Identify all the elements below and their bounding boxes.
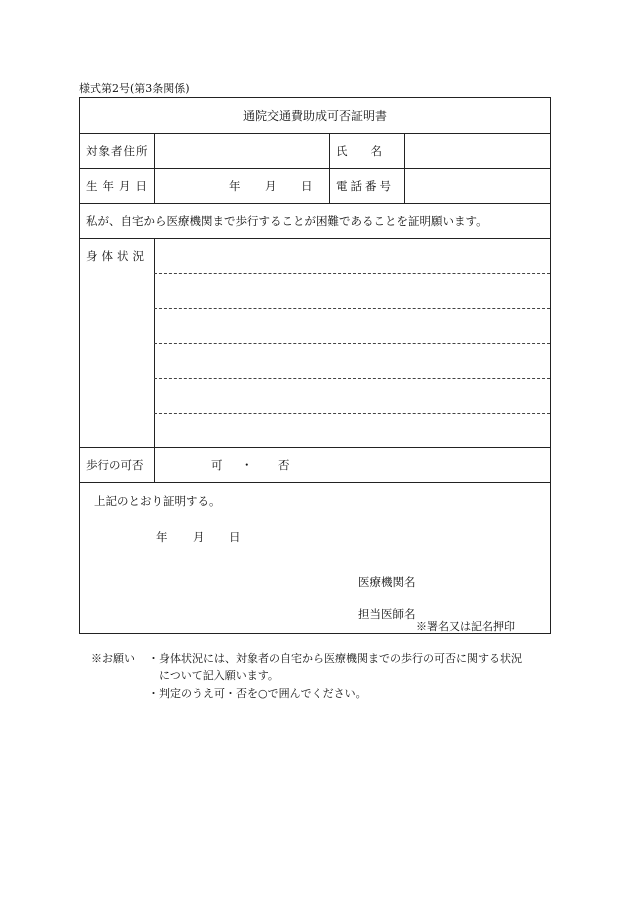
row-divider [80,447,550,448]
address-field[interactable] [155,134,329,168]
condition-field[interactable] [155,239,551,447]
name-field[interactable] [405,134,551,168]
certification-day: 日 [229,530,241,544]
walking-no-option[interactable]: 否 [278,458,290,472]
row-divider [80,203,550,204]
phone-label: 電話番号 [336,179,394,193]
phone-field[interactable] [405,169,551,203]
form-number: 様式第2号(第3条関係) [79,82,190,95]
column-divider [154,168,155,203]
column-divider [329,133,330,168]
notes-item-2: ・判定のうえ可・否を○で囲んでください。 [148,687,367,700]
form-title: 通院交通費助成可否証明書 [242,109,387,123]
column-divider [329,168,330,203]
birthdate-label: 生年月日 [86,179,152,193]
birthdate-day: 日 [301,179,313,193]
notes-heading: ※お願い [91,652,135,665]
institution-label: 医療機関名 [358,575,416,589]
certification-year: 年 [156,530,168,544]
notes-item-1: ・身体状況には、対象者の自宅から医療機関までの歩行の可否に関する状況 [148,652,522,665]
doctor-label: 担当医師名 [358,607,416,621]
certification-month: 月 [193,530,205,544]
birthdate-year: 年 [229,179,241,193]
name-label: 氏 名 [336,144,382,158]
walking-label: 歩行の可否 [86,458,144,472]
notes-item-1-continued: について記入願います。 [159,669,279,682]
column-divider [154,447,155,482]
walking-separator: ・ [241,458,253,472]
certificate-form [79,97,551,634]
address-label: 対象者住所 [86,144,149,158]
walking-yes-option[interactable]: 可 [211,458,223,472]
birthdate-month: 月 [265,179,277,193]
row-divider [80,482,550,483]
condition-label: 身体状況 [86,249,148,263]
certification-statement: 上記のとおり証明する。 [94,494,221,508]
request-statement: 私が、自宅から医療機関まで歩行することが困難であることを証明願います。 [86,214,488,228]
signature-note: ※署名又は記名押印 [416,620,515,633]
